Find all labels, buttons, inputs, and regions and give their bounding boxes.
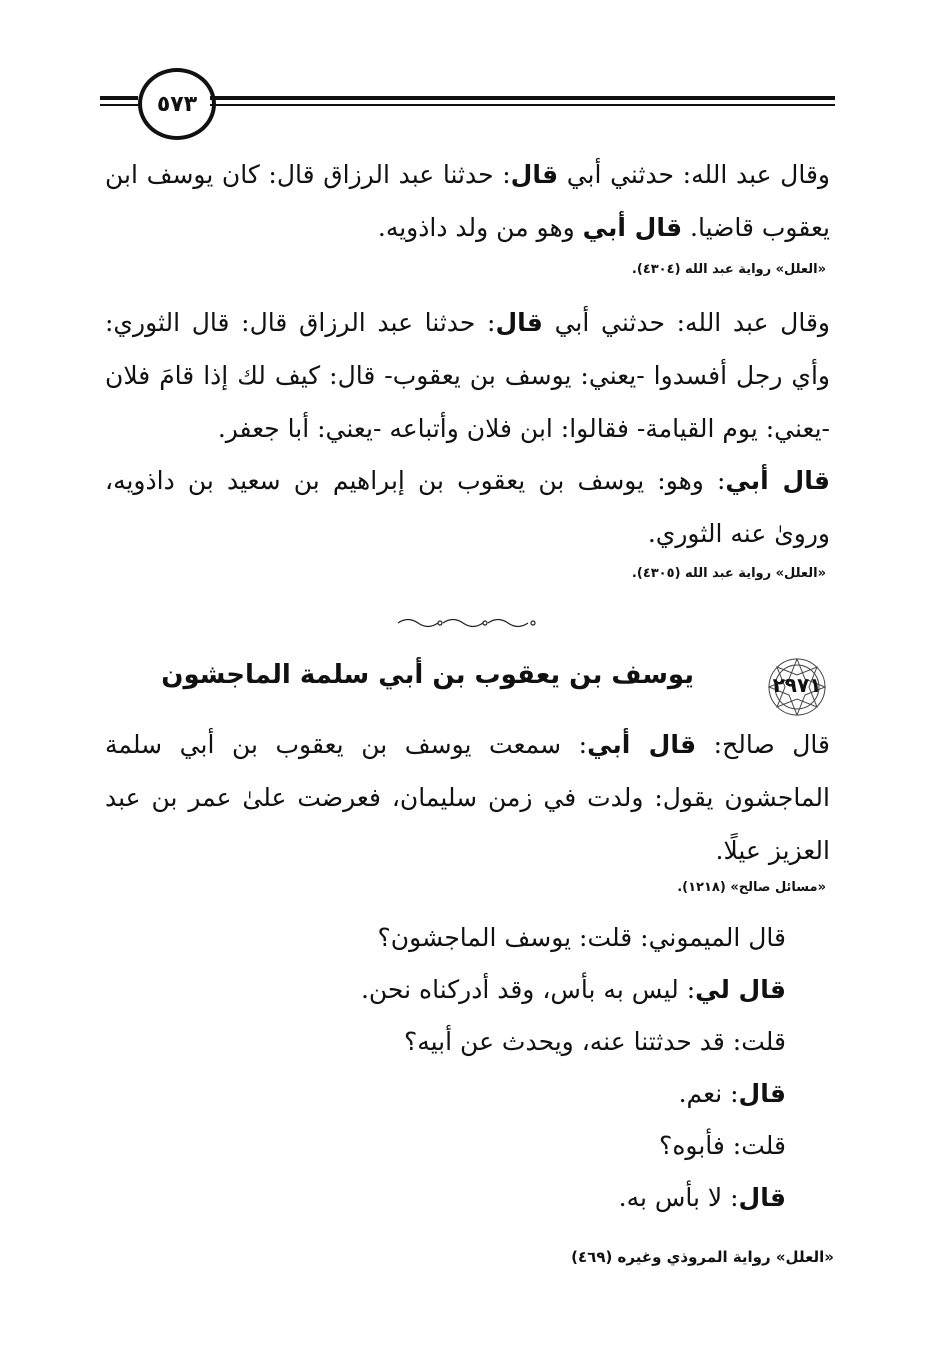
dialog-text: : نعم. bbox=[678, 1079, 739, 1108]
p2-bold-qala: قال bbox=[495, 308, 543, 337]
section-ornament bbox=[393, 616, 543, 630]
entry-number-badge bbox=[765, 655, 829, 719]
p1-bold-qala-abi: قال أبي bbox=[582, 213, 683, 242]
p1-lead: وقال عبد الله: حدثني أبي bbox=[558, 160, 830, 189]
header-rule bbox=[210, 96, 835, 100]
p4-lead: قال صالح: bbox=[696, 730, 830, 759]
citation-2: «العلل» رواية عبد الله (٤٣٠٥). bbox=[631, 566, 826, 581]
paragraph-2 bbox=[105, 296, 830, 455]
paragraph-3 bbox=[105, 454, 830, 560]
p1-mid: : حدثنا عبد الرزاق قال: كان يوسف ابن يعقوب قاضيا. bbox=[105, 160, 830, 242]
dialog-bold: قال bbox=[738, 1079, 786, 1108]
dialog-text: قلت: فأبوه؟ bbox=[659, 1131, 786, 1160]
dialog-bold: قال bbox=[738, 1183, 786, 1212]
paragraph-4 bbox=[105, 718, 830, 877]
entry-number: ٢٩٧١ bbox=[772, 673, 822, 697]
citation-1: «العلل» رواية عبد الله (٤٣٠٤). bbox=[631, 262, 826, 277]
page-number: ٥٧٣ bbox=[138, 68, 216, 140]
header-rule-left bbox=[100, 96, 138, 100]
p1-bold-qala: قال bbox=[510, 160, 559, 189]
dialog-text: : ليس به بأس، وقد أدركناه نحن. bbox=[360, 975, 696, 1004]
p4-tail: : سمعت يوسف بن يعقوب بن أبي سلمة الماجشون يقول: ولدت في زمن سليمان، فعرضت علىٰ عمر بن عبد العزيز عيلًا. bbox=[105, 730, 830, 865]
dialog-line bbox=[286, 964, 786, 1016]
p3-tail: : وهو: يوسف بن يعقوب بن إبراهيم بن سعيد بن داذويه، ورویٰ عنه الثوري. bbox=[105, 466, 830, 548]
dialog-line bbox=[286, 1172, 786, 1224]
dialog-line bbox=[286, 1016, 786, 1068]
dialog-text: قلت: قد حدثتنا عنه، ويحدث عن أبيه؟ bbox=[403, 1027, 786, 1056]
dialog-bold: قال لي bbox=[695, 975, 786, 1004]
dialog-text: : لا بأس به. bbox=[618, 1183, 739, 1212]
header-rule-left-thin bbox=[100, 104, 138, 106]
entry-title: يوسف بن يعقوب بن أبي سلمة الماجشون bbox=[161, 660, 694, 690]
dialog-text: قال الميموني: قلت: يوسف الماجشون؟ bbox=[377, 923, 786, 952]
p4-bold-qala-abi: قال أبي bbox=[587, 730, 697, 759]
dialog-line bbox=[286, 1068, 786, 1120]
dialog-line bbox=[286, 1120, 786, 1172]
page-header bbox=[100, 60, 835, 140]
paragraph-1 bbox=[105, 148, 830, 254]
dialog-line bbox=[286, 912, 786, 964]
p3-bold-qala-abi: قال أبي bbox=[725, 466, 830, 495]
header-rule-thin bbox=[210, 104, 835, 106]
citation-4: «العلل» رواية المروذي وغيره (٤٦٩) bbox=[571, 1248, 834, 1266]
p1-tail: وهو من ولد داذويه. bbox=[377, 213, 583, 242]
p2-lead: وقال عبد الله: حدثني أبي bbox=[542, 308, 830, 337]
citation-3: «مسائل صالح» (١٢١٨). bbox=[677, 880, 826, 895]
dialog-block bbox=[286, 912, 786, 1224]
p2-tail: : حدثنا عبد الرزاق قال: قال الثوري: وأي رجل أفسدوا -يعني: يوسف بن يعقوب- قال: كيف لك إذا قامَ فلان -يعني: يوم القيامة- فقالوا: ابن فلان وأتباعه -يعني: أبا جعفر. bbox=[105, 308, 830, 443]
